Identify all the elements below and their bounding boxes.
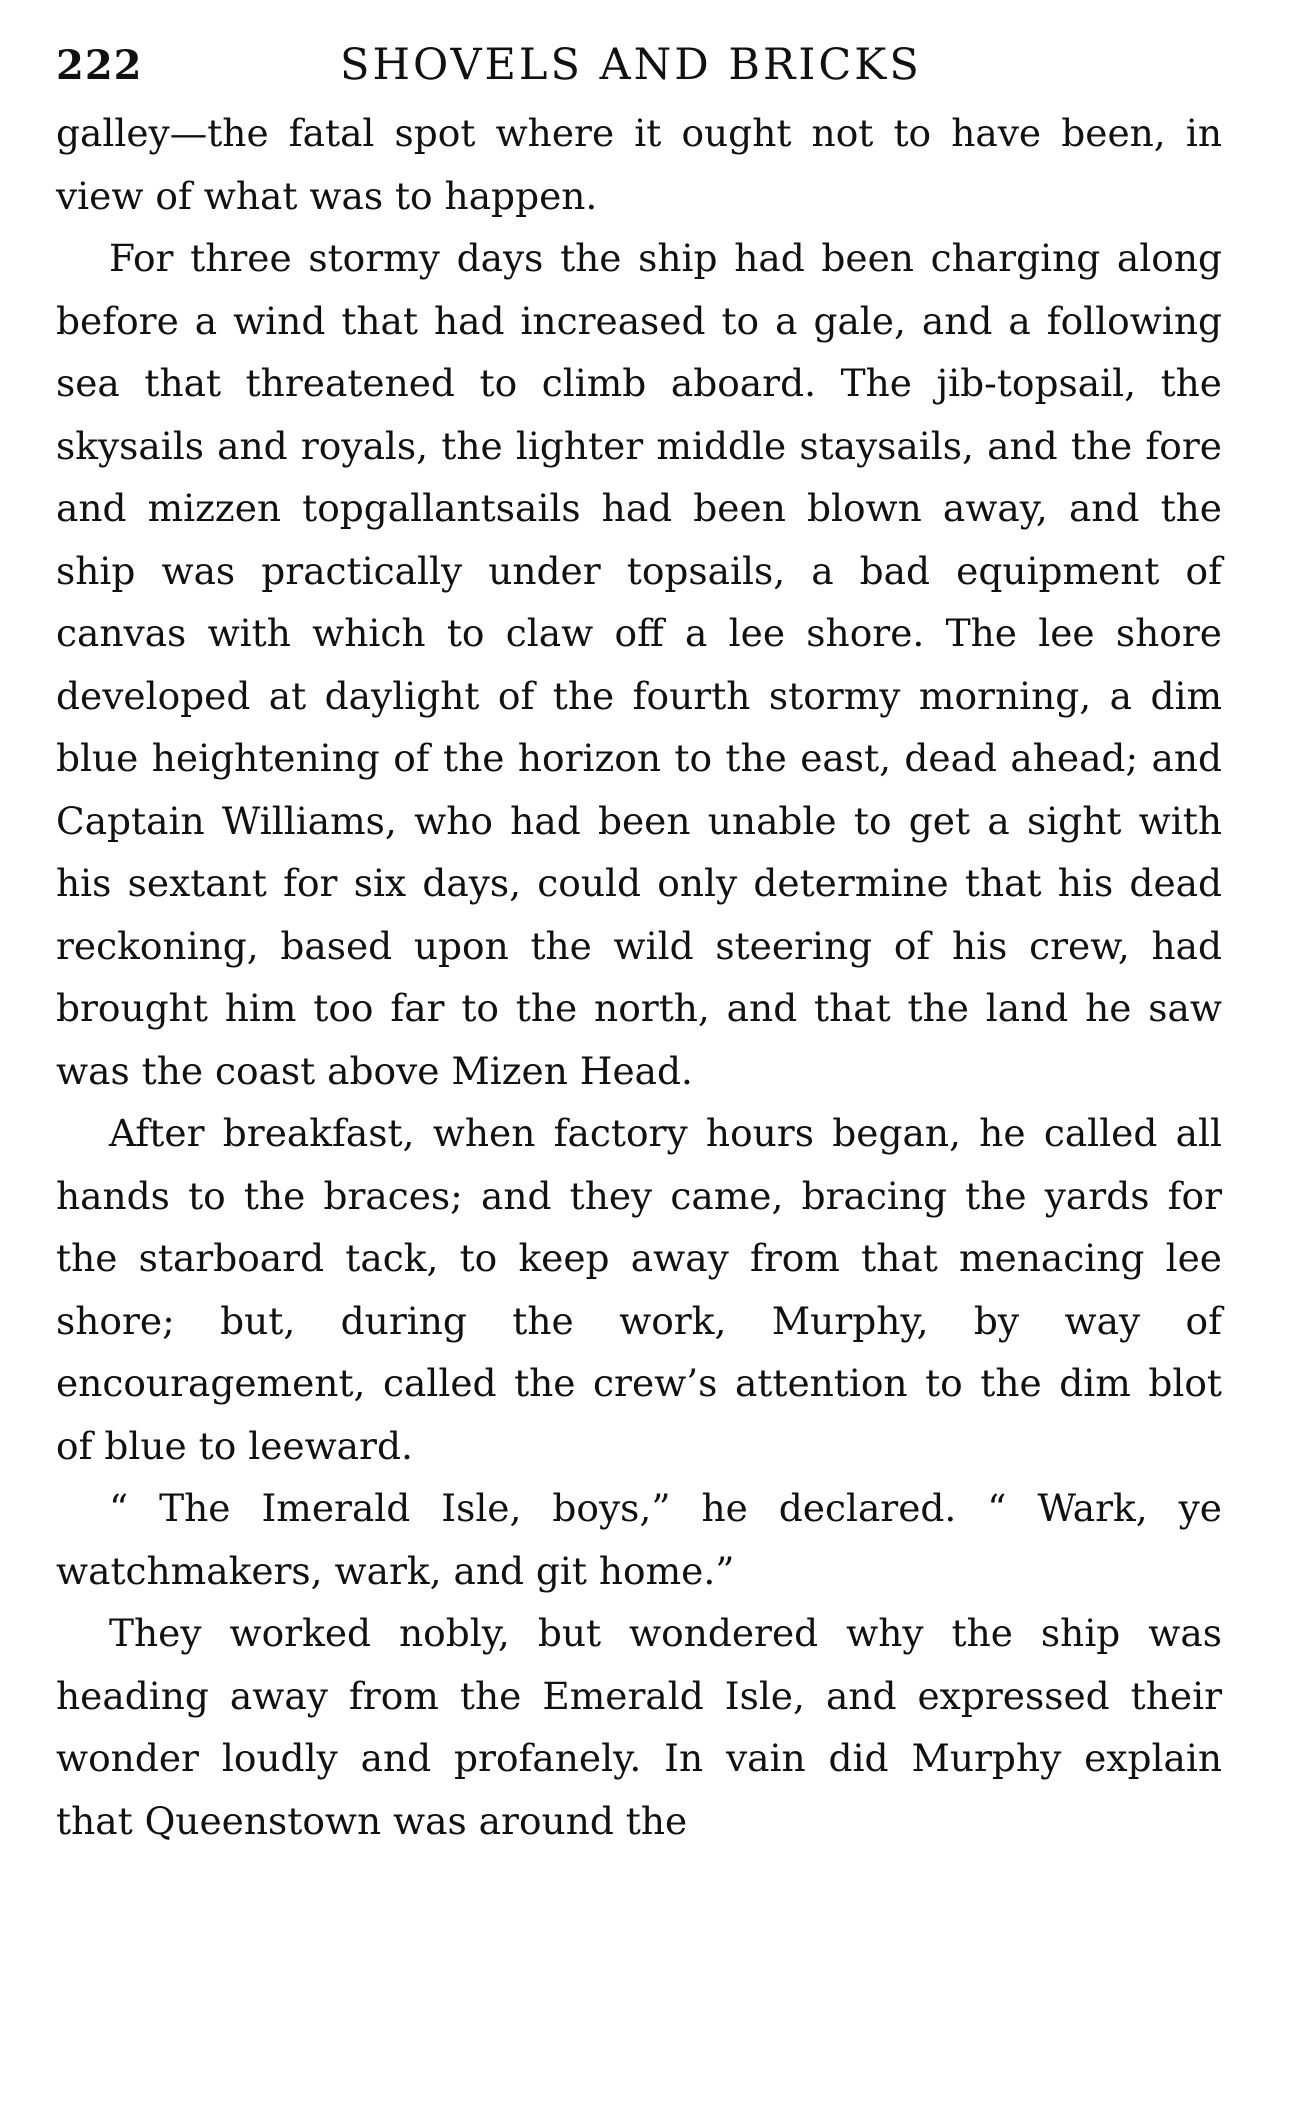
page-header bbox=[56, 34, 1222, 102]
body-text bbox=[56, 102, 1222, 1852]
paragraph: “ The Imerald Isle, boys,” he declared. “ Wark, ye watchmakers, wark, and git home.” bbox=[56, 1486, 1222, 1593]
book-page bbox=[56, 34, 1222, 1852]
paragraph: galley—the fatal spot where it ought not to have been, in view of what was to happen. bbox=[56, 111, 1222, 218]
paragraph: For three stormy days the ship had been charging along before a wind that had increased to a gale, and a following sea that threatened to climb aboard. The jib-topsail, the skysails and royals, the lighter middle staysails, and the fore and mizzen topgallantsails had been blown away, and the ship was practically under topsails, a bad equipment of canvas with which to claw off a lee shore. The lee shore developed at daylight of the fourth stormy morning, a dim blue heightening of the horizon to the east, dead ahead; and Captain Williams, who had been unable to get a sight with his sextant for six days, could only determine that his dead reckoning, based upon the wild steering of his crew, had brought him too far to the north, and that the land he saw was the coast above Mizen Head. bbox=[56, 236, 1222, 1093]
paragraph: They worked nobly, but wondered why the ship was heading away from the Emerald Isle, and expressed their wonder loudly and profanely. In vain did Murphy explain that Queenstown was around the bbox=[56, 1611, 1222, 1843]
page-number: 222 bbox=[56, 42, 143, 89]
paragraph: After breakfast, when factory hours began, he called all hands to the braces; and they came, bracing the yards for the starboard tack, to keep away from that menacing lee shore; but, during the work, Murphy, by way of encouragement, called the crew’s attention to the dim blot of blue to leeward. bbox=[56, 1111, 1222, 1468]
running-head: SHOVELS AND BRICKS bbox=[340, 40, 922, 90]
